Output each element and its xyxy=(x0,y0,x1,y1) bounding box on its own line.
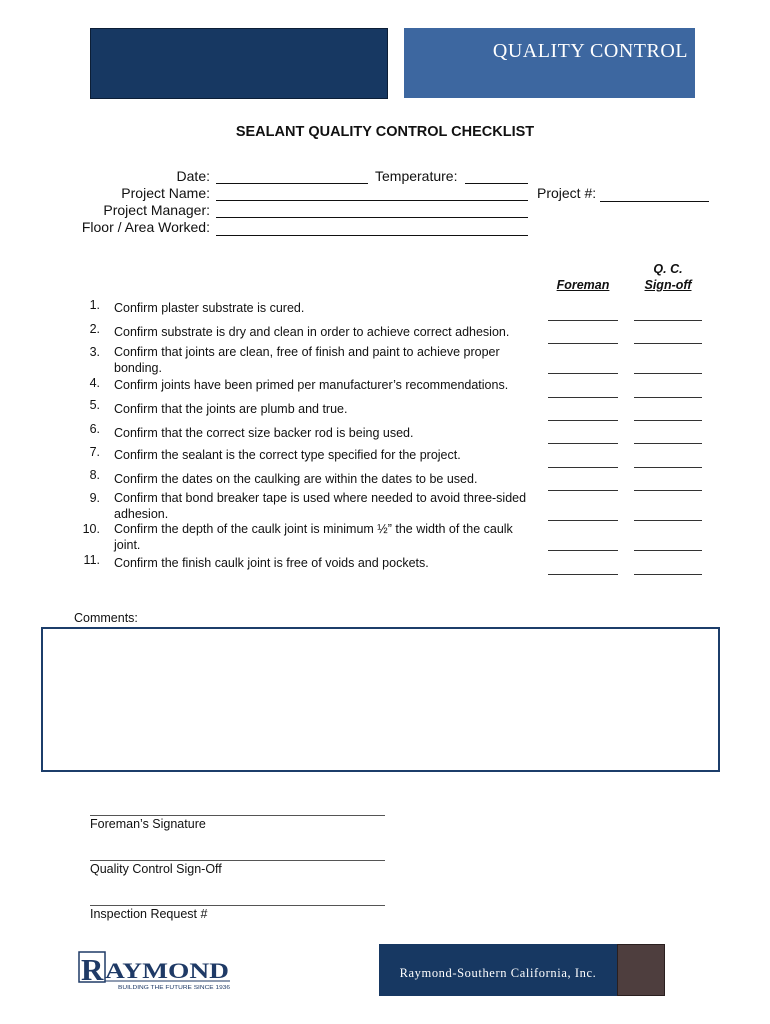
comments-box[interactable] xyxy=(41,627,720,772)
item-number: 5. xyxy=(89,398,100,412)
qc-signoff-line[interactable] xyxy=(634,320,702,321)
qc-column-header-line1: Q. C. xyxy=(653,262,683,276)
foreman-signoff-line[interactable] xyxy=(548,574,618,575)
qc-column-header-line2: Sign-off xyxy=(644,278,692,292)
project-number-label: Project #: xyxy=(537,185,597,201)
qc-signoff-line[interactable] xyxy=(634,550,702,551)
qc-signoff-line[interactable] xyxy=(634,373,702,374)
svg-text:AYMOND: AYMOND xyxy=(105,958,229,983)
comments-label: Comments: xyxy=(74,611,138,625)
inspection-request-line[interactable] xyxy=(90,905,385,906)
item-number: 3. xyxy=(89,345,100,359)
foreman-signoff-line[interactable] xyxy=(548,490,618,491)
list-item: Confirm that bond breaker tape is used where needed to avoid three-sided adhesion. xyxy=(114,491,527,521)
foreman-signoff-line[interactable] xyxy=(548,443,618,444)
header-light-panel xyxy=(404,28,695,98)
foreman-signoff-line[interactable] xyxy=(548,373,618,374)
project-name-field[interactable] xyxy=(216,200,528,201)
qc-signoff-line[interactable] xyxy=(634,420,702,421)
project-manager-field[interactable] xyxy=(216,217,528,218)
qc-signoff-label: Quality Control Sign-Off xyxy=(90,862,222,876)
project-manager-label: Project Manager: xyxy=(103,202,210,218)
item-number: 10. xyxy=(82,522,100,536)
qc-signoff-line[interactable] xyxy=(634,467,702,468)
foreman-signoff-line[interactable] xyxy=(548,550,618,551)
date-label: Date: xyxy=(176,168,210,184)
floor-area-field[interactable] xyxy=(216,235,528,236)
foreman-signature-line[interactable] xyxy=(90,815,385,816)
footer-company-name: Raymond-Southern California, Inc. xyxy=(399,966,597,980)
foreman-signoff-line[interactable] xyxy=(548,467,618,468)
svg-text:BUILDING THE FUTURE SINCE 1936: BUILDING THE FUTURE SINCE 1936 xyxy=(118,985,230,991)
qc-signoff-line[interactable] xyxy=(634,397,702,398)
date-field[interactable] xyxy=(216,183,368,184)
list-item: Confirm plaster substrate is cured. xyxy=(114,301,305,315)
qc-signoff-line[interactable] xyxy=(634,520,702,521)
project-number-field[interactable] xyxy=(600,201,709,202)
list-item: Confirm the dates on the caulking are within the dates to be used. xyxy=(114,472,478,486)
item-number: 2. xyxy=(89,322,100,336)
list-item: Confirm that the correct size backer rod is being used. xyxy=(114,426,414,440)
list-item: Confirm that the joints are plumb and true. xyxy=(114,402,348,416)
item-number: 11. xyxy=(83,553,100,567)
item-number: 8. xyxy=(89,468,100,482)
foreman-signoff-line[interactable] xyxy=(548,420,618,421)
raymond-logo xyxy=(78,951,232,991)
qc-signoff-line[interactable] xyxy=(634,490,702,491)
foreman-signoff-line[interactable] xyxy=(548,320,618,321)
temperature-field[interactable] xyxy=(465,183,528,184)
qc-signoff-line[interactable] xyxy=(634,343,702,344)
list-item: Confirm joints have been primed per manufacturer’s recommendations. xyxy=(114,378,509,392)
qc-signoff-line[interactable] xyxy=(634,574,702,575)
floor-area-label: Floor / Area Worked: xyxy=(81,219,210,235)
item-number: 6. xyxy=(89,422,100,436)
foreman-signoff-line[interactable] xyxy=(548,520,618,521)
foreman-signature-label: Foreman’s Signature xyxy=(90,817,206,831)
project-name-label: Project Name: xyxy=(121,185,210,201)
item-number: 9. xyxy=(89,491,100,505)
list-item: Confirm the finish caulk joint is free of voids and pockets. xyxy=(114,556,429,570)
qc-signoff-line-bottom[interactable] xyxy=(90,860,385,861)
svg-text:R: R xyxy=(81,952,104,987)
header-dark-panel xyxy=(90,28,388,99)
item-number: 1. xyxy=(89,298,100,312)
list-item: Confirm substrate is dry and clean in order to achieve correct adhesion. xyxy=(114,325,510,339)
list-item: Confirm the sealant is the correct type specified for the project. xyxy=(114,448,461,462)
temperature-label: Temperature: xyxy=(375,168,458,184)
foreman-signoff-line[interactable] xyxy=(548,343,618,344)
document-title: SEALANT QUALITY CONTROL CHECKLIST xyxy=(235,124,535,140)
inspection-request-label: Inspection Request # xyxy=(90,907,208,921)
list-item: Confirm the depth of the caulk joint is minimum ½” the width of the caulk joint. xyxy=(114,522,513,552)
list-item: Confirm that joints are clean, free of finish and paint to achieve proper bonding. xyxy=(114,345,500,375)
foreman-column-header: Foreman xyxy=(556,278,610,292)
foreman-signoff-line[interactable] xyxy=(548,397,618,398)
item-number: 4. xyxy=(89,376,100,390)
footer-accent-square xyxy=(617,944,665,996)
header-title: QUALITY CONTROL xyxy=(492,40,688,62)
qc-signoff-line[interactable] xyxy=(634,443,702,444)
item-number: 7. xyxy=(89,445,100,459)
